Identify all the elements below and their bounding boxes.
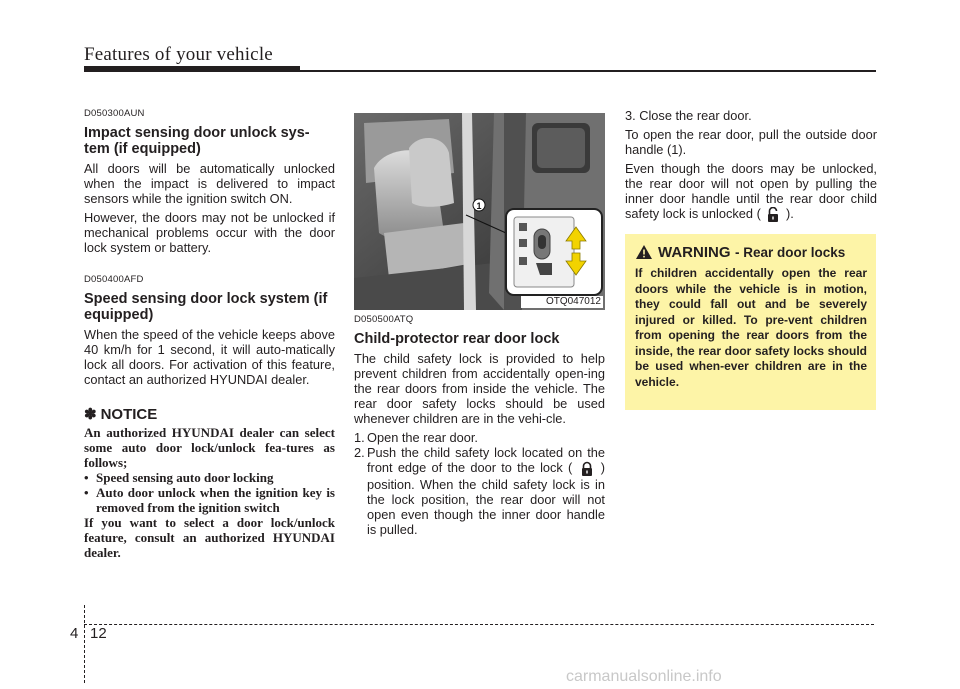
warning-label: WARNING bbox=[658, 244, 731, 261]
column-right bbox=[625, 108, 877, 227]
list-item-text: Open the rear door. bbox=[367, 430, 478, 445]
lock-open-icon bbox=[766, 207, 780, 223]
notice-outro: If you want to select a door lock/unlock feature, consult an authorized HYUNDAI dealer. bbox=[84, 515, 335, 560]
section-code: D050400AFD bbox=[84, 274, 144, 285]
paragraph: However, the doors may not be unlocked if mechanical problems occur with the door lock system or battery. bbox=[84, 210, 335, 255]
paragraph: When the speed of the vehicle keeps above 40 km/h for 1 second, it will auto-matically lock all doors. For activation of this feature, contact an authorized HYUNDAI dealer. bbox=[84, 327, 335, 387]
notice-bullet-text: Speed sensing auto door locking bbox=[96, 470, 274, 485]
paragraph: The child safety lock is provided to help prevent children from accidentally open-ing the rear doors from inside the vehicle. The rear door safety locks should be used whenever children are in the vehi-cle. bbox=[354, 351, 605, 426]
list-item-text: Push the child safety lock located on the front edge of the door to the lock ( bbox=[367, 445, 605, 475]
section-code: D050500ATQ bbox=[354, 314, 414, 325]
paragraph-text: ). bbox=[785, 206, 794, 221]
footer-divider-vertical bbox=[84, 605, 86, 683]
page-number: 12 bbox=[90, 625, 107, 642]
callout-number: 1 bbox=[476, 201, 482, 211]
header-title: Features of your vehicle bbox=[84, 44, 273, 65]
header-rule bbox=[300, 70, 876, 72]
list-item-text: ) position. When the child safety lock is in the lock position, the rear door will not open even though the inner door handle is pulled. bbox=[367, 460, 606, 537]
watermark: carmanualsonline.info bbox=[566, 668, 722, 685]
section-heading: Speed sensing door lock system (if equipped) bbox=[84, 291, 328, 323]
notice-star-icon: ✽ bbox=[84, 406, 97, 423]
notice-bullet-text: Auto door unlock when the ignition key is removed from the ignition switch bbox=[96, 485, 335, 515]
paragraph bbox=[625, 161, 877, 223]
footer-divider-horizontal bbox=[84, 624, 874, 625]
list-item: 2. Push the child safety lock located on the front edge of the door to the lock ( ) position. When the child safety lock is in the lock position, the rear door will not open even though the inner door handle is pulled. bbox=[354, 445, 606, 537]
list-item: 1. Open the rear door. bbox=[354, 430, 605, 445]
notice-title bbox=[84, 405, 335, 423]
section-heading: Child-protector rear door lock bbox=[354, 331, 560, 347]
warning-triangle-icon bbox=[635, 244, 653, 260]
column-middle bbox=[354, 314, 605, 537]
lock-closed-icon bbox=[580, 461, 594, 477]
notice-bullet: • Auto door unlock when the ignition key is removed from the ignition switch bbox=[84, 485, 335, 515]
notice-label: NOTICE bbox=[100, 405, 158, 423]
header-bar bbox=[84, 66, 300, 72]
notice-intro: An authorized HYUNDAI dealer can select some auto door lock/unlock fea-tures as follows; bbox=[84, 425, 335, 470]
warning-text: If children accidentally open the rear doors while the vehicle is in motion, they could fall out and be severely injured or killed. To pre-vent children from opening the rear doors from the inside, the rear door safety locks should be used when-ever children are in the vehicle. bbox=[635, 266, 867, 389]
section-code: D050300AUN bbox=[84, 108, 145, 119]
notice-bullet: • Speed sensing auto door locking bbox=[84, 470, 335, 485]
van-interior-illustration bbox=[354, 113, 605, 310]
paragraph: To open the rear door, pull the outside door handle (1). bbox=[625, 127, 877, 157]
paragraph: 3. Close the rear door. bbox=[625, 108, 752, 123]
column-left bbox=[84, 108, 335, 560]
figure-caption: OTQ047012 bbox=[545, 296, 601, 307]
section-heading: Impact sensing door unlock sys-tem (if equipped) bbox=[84, 125, 310, 157]
warning-header bbox=[635, 244, 867, 262]
warning-box bbox=[625, 234, 876, 410]
paragraph: All doors will be automatically unlocked when the impact is delivered to impact sensors while the ignition switch ON. bbox=[84, 161, 335, 206]
chapter-number: 4 bbox=[70, 625, 79, 642]
paragraph-text: Even though the doors may be unlocked, the rear door will not open by pulling the inner door handle until the rear door child safety lock is unlocked ( bbox=[625, 161, 877, 221]
door-figure bbox=[354, 113, 605, 310]
warning-subtitle: - Rear door locks bbox=[734, 245, 846, 260]
